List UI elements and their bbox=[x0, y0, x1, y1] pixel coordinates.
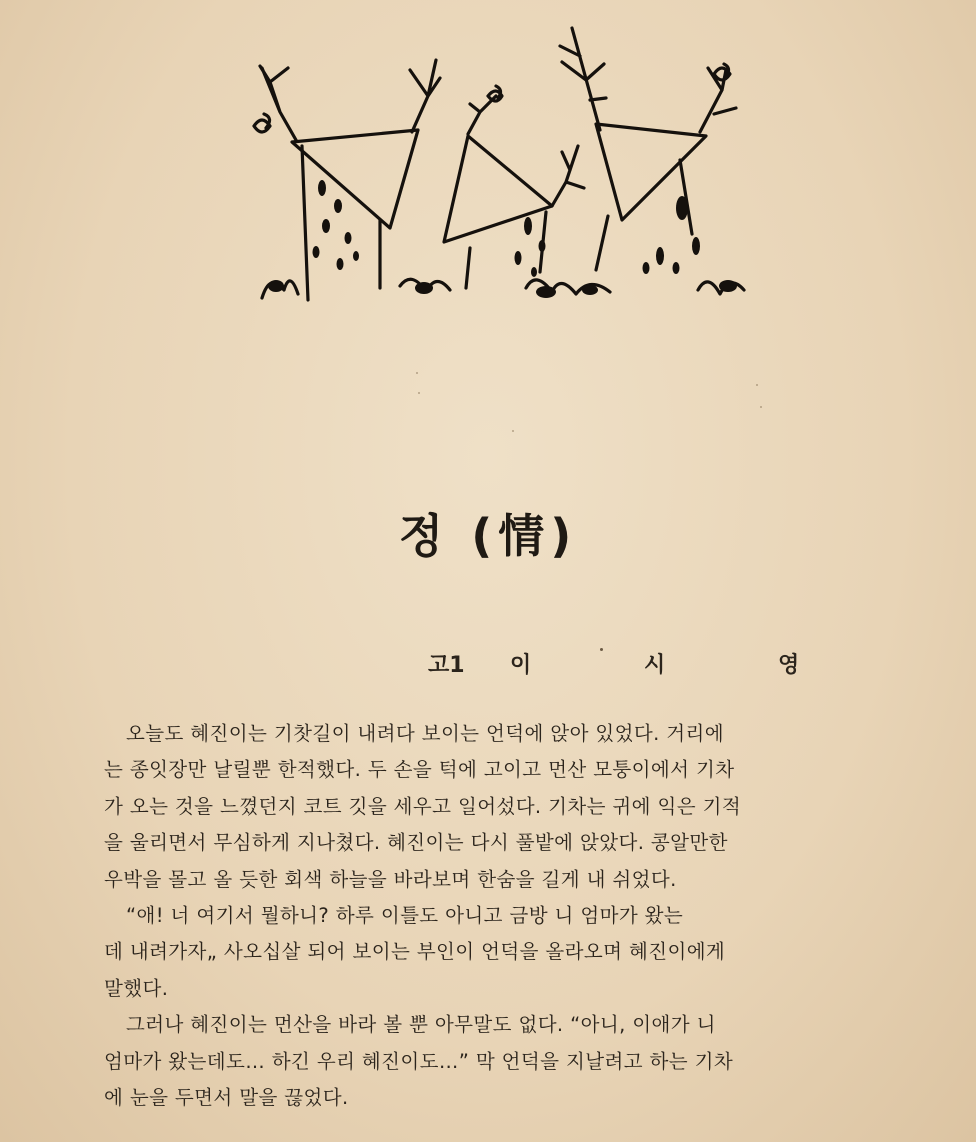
text-line: 는 종잇장만 날릴뿐 한적했다. 두 손을 턱에 고이고 먼산 모퉁이에서 기차 bbox=[104, 758, 735, 782]
text-line: 그러나 혜진이는 먼산을 바라 볼 뿐 아무말도 없다. “아니, 이애가 니 bbox=[126, 1013, 716, 1037]
text-line: 엄마가 왔는데도… 하긴 우리 혜진이도…” 막 언덕을 지날려고 하는 기차 bbox=[104, 1049, 734, 1073]
paragraph bbox=[104, 1007, 886, 1116]
paper-speck bbox=[416, 372, 418, 374]
text-line: “애! 너 여기서 뭘하니? 하루 이틀도 아니고 금방 니 엄마가 왔는 bbox=[126, 903, 684, 927]
byline-dot bbox=[600, 648, 603, 651]
story-body bbox=[104, 716, 886, 1116]
author-name-char-3: 영 bbox=[778, 653, 800, 678]
author-grade: 고1 bbox=[428, 653, 465, 678]
text-line: 말했다. bbox=[104, 976, 169, 1000]
paragraph bbox=[104, 898, 886, 1007]
deer-illustration bbox=[240, 20, 760, 310]
text-line: 에 눈을 두면서 말을 끊었다. bbox=[104, 1085, 349, 1109]
text-line: 데 내려가자„ 사오십살 되어 보이는 부인이 언덕을 올라오며 혜진이에게 bbox=[104, 940, 726, 964]
story-title: 정 (情) bbox=[398, 509, 578, 563]
deer-middle bbox=[444, 96, 584, 288]
author-name-char-2: 시 bbox=[644, 653, 666, 678]
paper-speck bbox=[418, 392, 420, 394]
text-line: 가 오는 것을 느꼈던지 코트 깃을 세우고 일어섰다. 기차는 귀에 익은 기적 bbox=[104, 794, 742, 818]
paper-speck bbox=[512, 430, 514, 432]
author-byline bbox=[428, 648, 808, 688]
paper-speck bbox=[756, 384, 758, 386]
deer-left bbox=[260, 60, 440, 300]
text-line: 우박을 몰고 올 듯한 회색 하늘을 바라보며 한숨을 길게 내 쉬었다. bbox=[104, 867, 677, 891]
author-name-char-1: 이 bbox=[510, 653, 532, 678]
text-line: 오늘도 혜진이는 기찻길이 내려다 보이는 언덕에 앉아 있었다. 거리에 bbox=[126, 722, 725, 745]
paper-speck bbox=[760, 406, 762, 408]
paragraph bbox=[104, 716, 886, 898]
deer-right bbox=[560, 28, 736, 270]
text-line: 을 울리면서 무심하게 지나쳤다. 혜진이는 다시 풀밭에 앉았다. 콩알만한 bbox=[104, 831, 728, 855]
